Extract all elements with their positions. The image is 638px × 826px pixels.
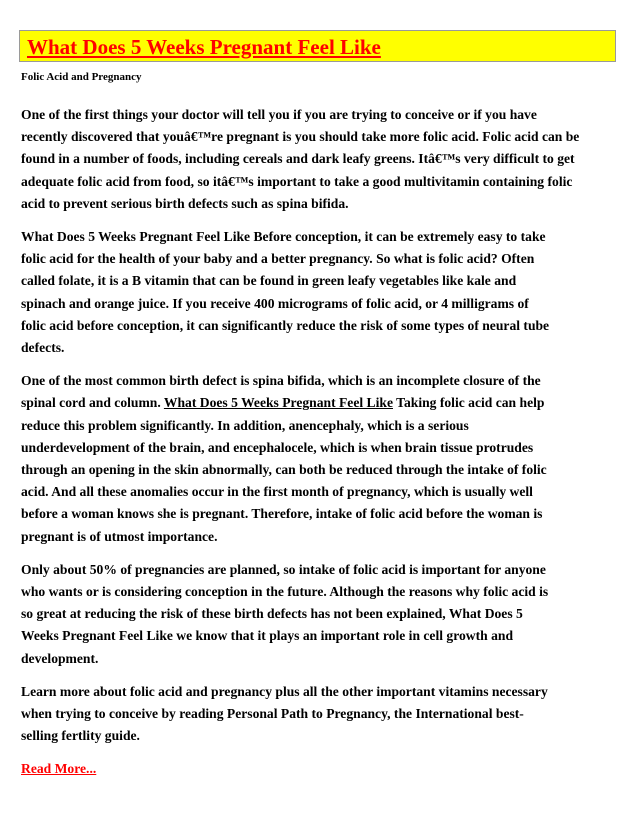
- article-body: [21, 104, 619, 792]
- text-line: selling fertlity guide.: [21, 728, 140, 744]
- text-line: adequate folic acid from food, so itâ€™s important to take a good multivitamin containing folic: [21, 173, 573, 189]
- paragraph-3: [21, 370, 619, 548]
- text-line: [21, 392, 619, 414]
- text-line: underdevelopment of the brain, and encephalocele, which is when brain tissue protrudes: [21, 439, 534, 455]
- text-line: before a woman knows she is pregnant. Therefore, intake of folic acid before the woman is: [21, 506, 543, 522]
- text-line: folic acid before conception, it can significantly reduce the risk of some types of neural tube: [21, 317, 550, 333]
- title-banner: [19, 30, 616, 62]
- text-line: when trying to conceive by reading Personal Path to Pregnancy, the International best-: [21, 706, 524, 722]
- text-line: through an opening in the skin abnormally, can both be reduced through the intake of folic: [21, 462, 547, 478]
- text-line: pregnant is of utmost importance.: [21, 528, 218, 544]
- text-line: acid. And all these anomalies occur in the first month of pregnancy, which is usually well: [21, 484, 533, 500]
- text-line: What Does 5 Weeks Pregnant Feel Like Before conception, it can be extremely easy to take: [21, 229, 546, 245]
- paragraph-5: [21, 681, 619, 748]
- text-line: One of the most common birth defect is spina bifida, which is an incomplete closure of the: [21, 373, 541, 389]
- text-line: so great at reducing the risk of these birth defects has not been explained, What Does 5: [21, 606, 523, 622]
- text-line: folic acid for the health of your baby and a better pregnancy. So what is folic acid? Often: [21, 251, 535, 267]
- text-fragment: Taking folic acid can help: [392, 395, 545, 411]
- read-more-row: [21, 758, 619, 780]
- text-line: reduce this problem significantly. In addition, anencephaly, which is a serious: [21, 417, 469, 433]
- text-line: Only about 50% of pregnancies are planned, so intake of folic acid is important for anyone: [21, 561, 546, 577]
- text-line: spinach and orange juice. If you receive 400 micrograms of folic acid, or 4 milligrams of: [21, 295, 529, 311]
- page-subtitle: Folic Acid and Pregnancy: [21, 71, 142, 83]
- text-line: called folate, it is a B vitamin that can be found in green leafy vegetables like kale and: [21, 273, 517, 289]
- read-more-link[interactable]: Read More...: [21, 761, 97, 777]
- text-line: acid to prevent serious birth defects such as spina bifida.: [21, 195, 349, 211]
- text-line: recently discovered that youâ€™re pregnant is you should take more folic acid. Folic acid can be: [21, 129, 580, 145]
- inline-title-link[interactable]: What Does 5 Weeks Pregnant Feel Like: [163, 395, 393, 411]
- text-line: Learn more about folic acid and pregnancy plus all the other important vitamins necessary: [21, 683, 548, 699]
- text-line: One of the first things your doctor will tell you if you are trying to conceive or if you have: [21, 107, 537, 122]
- text-line: who wants or is considering conception in the future. Although the reasons why folic acid is: [21, 584, 549, 600]
- paragraph-4: [21, 559, 619, 670]
- text-line: found in a number of foods, including cereals and dark leafy greens. Itâ€™s very difficult to get: [21, 151, 575, 167]
- text-line: Weeks Pregnant Feel Like we know that it plays an important role in cell growth and: [21, 628, 514, 644]
- paragraph-1: [21, 104, 619, 215]
- text-line: development.: [21, 650, 99, 666]
- page-title-link[interactable]: What Does 5 Weeks Pregnant Feel Like: [27, 35, 381, 59]
- text-fragment: spinal cord and column.: [21, 395, 164, 411]
- paragraph-2: [21, 226, 619, 359]
- text-line: defects.: [21, 340, 65, 356]
